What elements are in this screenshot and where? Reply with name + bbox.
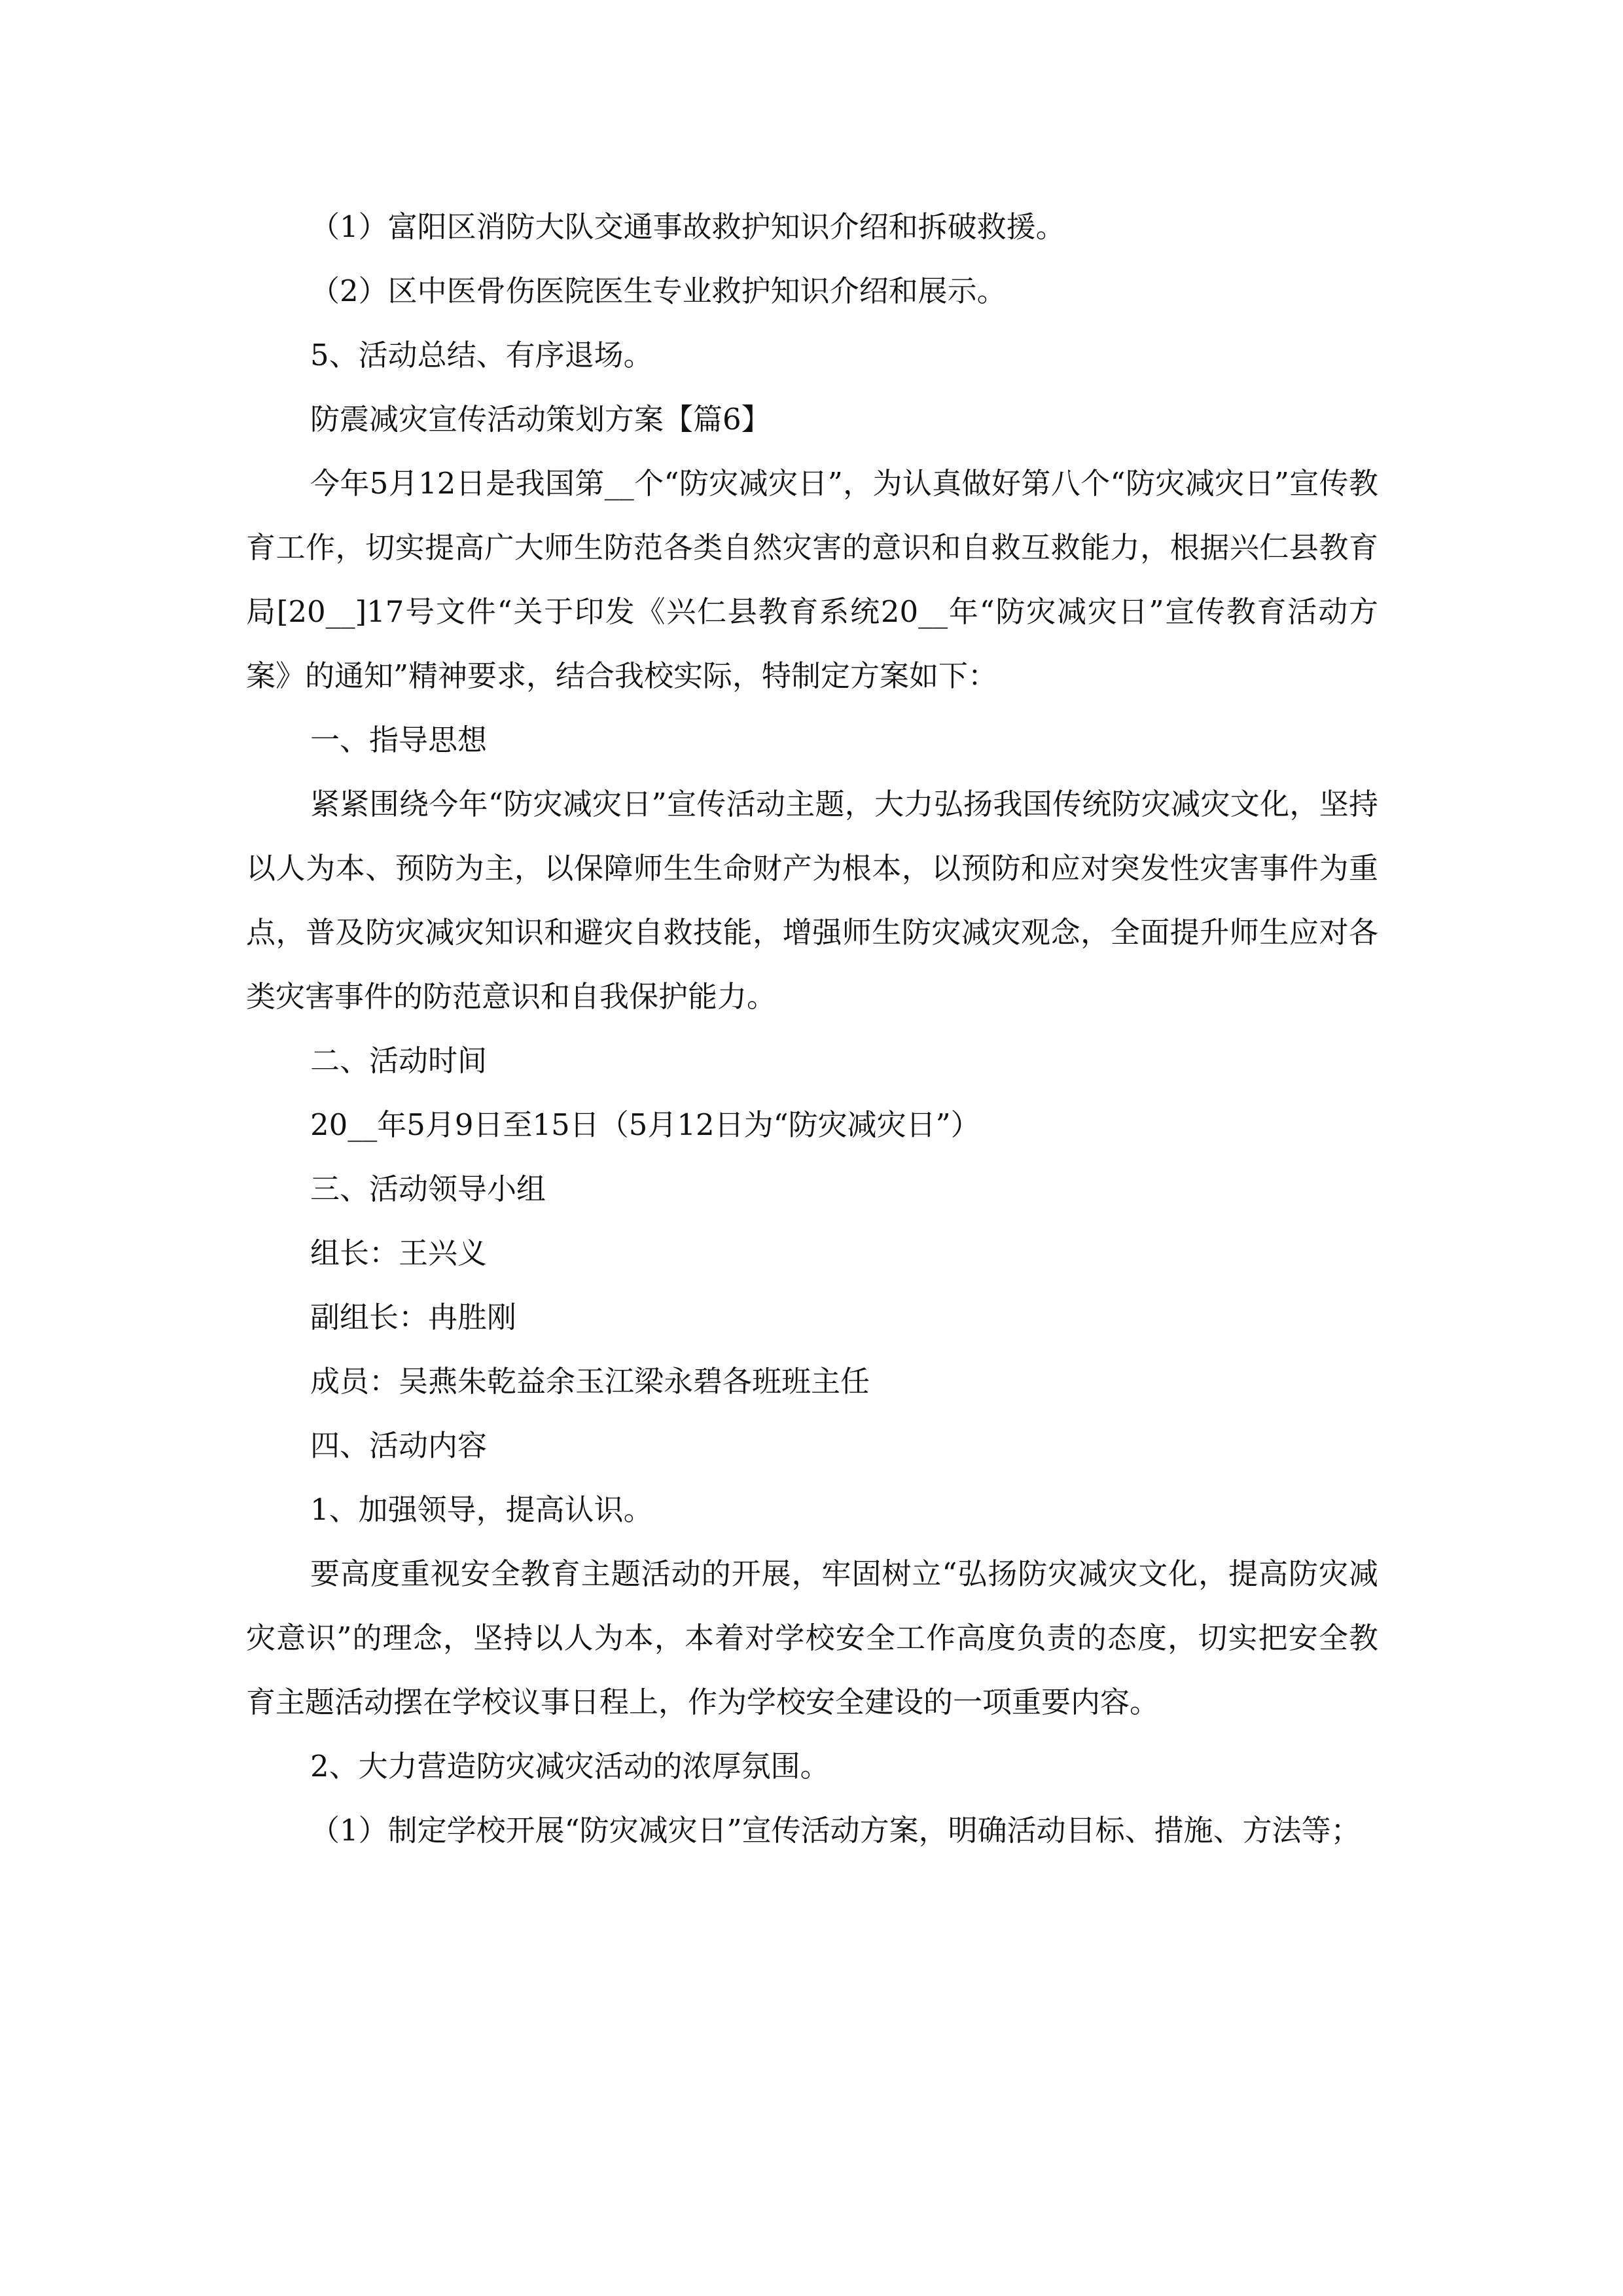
content-item-1-heading: 1、加强领导，提高认识。 [310,1492,653,1527]
heading-guiding-idea: 一、指导思想 [310,723,488,757]
content-item-1-paragraph: 要高度重视安全教育主题活动的开展，牢固树立“弘扬防灾减灾文化，提高防灾减灾意识”的理念，坚持以人为本，本着对学校安全工作高度负责的态度，切实把安全教育主题活动摆在学校议事日程上，作为学校安全建设的一项重要内容。 [246,1556,1378,1719]
paragraph-step-5: 5、活动总结、有序退场。 [310,338,653,372]
heading-activity-content: 四、活动内容 [310,1428,488,1463]
deputy-group-leader: 副组长：冉胜刚 [310,1300,517,1335]
document-page [246,195,1378,1863]
heading-leadership-group: 三、活动领导小组 [310,1172,546,1206]
group-members: 成员：吴燕朱乾益余玉江梁永碧各班班主任 [310,1364,870,1399]
guiding-idea-paragraph: 紧紧围绕今年“防灾减灾日”宣传活动主题，大力弘扬我国传统防灾减灾文化，坚持以人为本、预防为主，以保障师生生命财产为根本，以预防和应对突发性灾害事件为重点，普及防灾减灾知识和避灾自救技能，增强师生防灾减灾观念，全面提升师生应对各类灾害事件的防范意识和自我保护能力。 [246,787,1378,1014]
section-heading: 防震减灾宣传活动策划方案【篇6】 [310,402,771,437]
intro-paragraph: 今年5月12日是我国第__个“防灾减灾日”，为认真做好第八个“防灾减灾日”宣传教育工作，切实提高广大师生防范各类自然灾害的意识和自救互救能力，根据兴仁县教育局[20__]17号文件“关于印发《兴仁县教育系统20__年“防灾减灾日”宣传教育活动方案》的通知”精神要求，结合我校实际，特制定方案如下： [246,466,1378,693]
content-item-2-sub-1: （1）制定学校开展“防灾减灾日”宣传活动方案，明确活动目标、措施、方法等； [310,1813,1361,1848]
heading-activity-time: 二、活动时间 [310,1043,488,1078]
activity-time-text: 20__年5月9日至15日（5月12日为“防灾减灾日”） [310,1107,980,1142]
content-item-2-heading: 2、大力营造防灾减灾活动的浓厚氛围。 [310,1749,830,1784]
group-leader: 组长：王兴义 [310,1236,488,1270]
paragraph-item-1: （1）富阳区消防大队交通事故救护知识介绍和拆破救援。 [310,209,1065,244]
paragraph-item-2: （2）区中医骨伤医院医生专业救护知识介绍和展示。 [310,274,1007,308]
